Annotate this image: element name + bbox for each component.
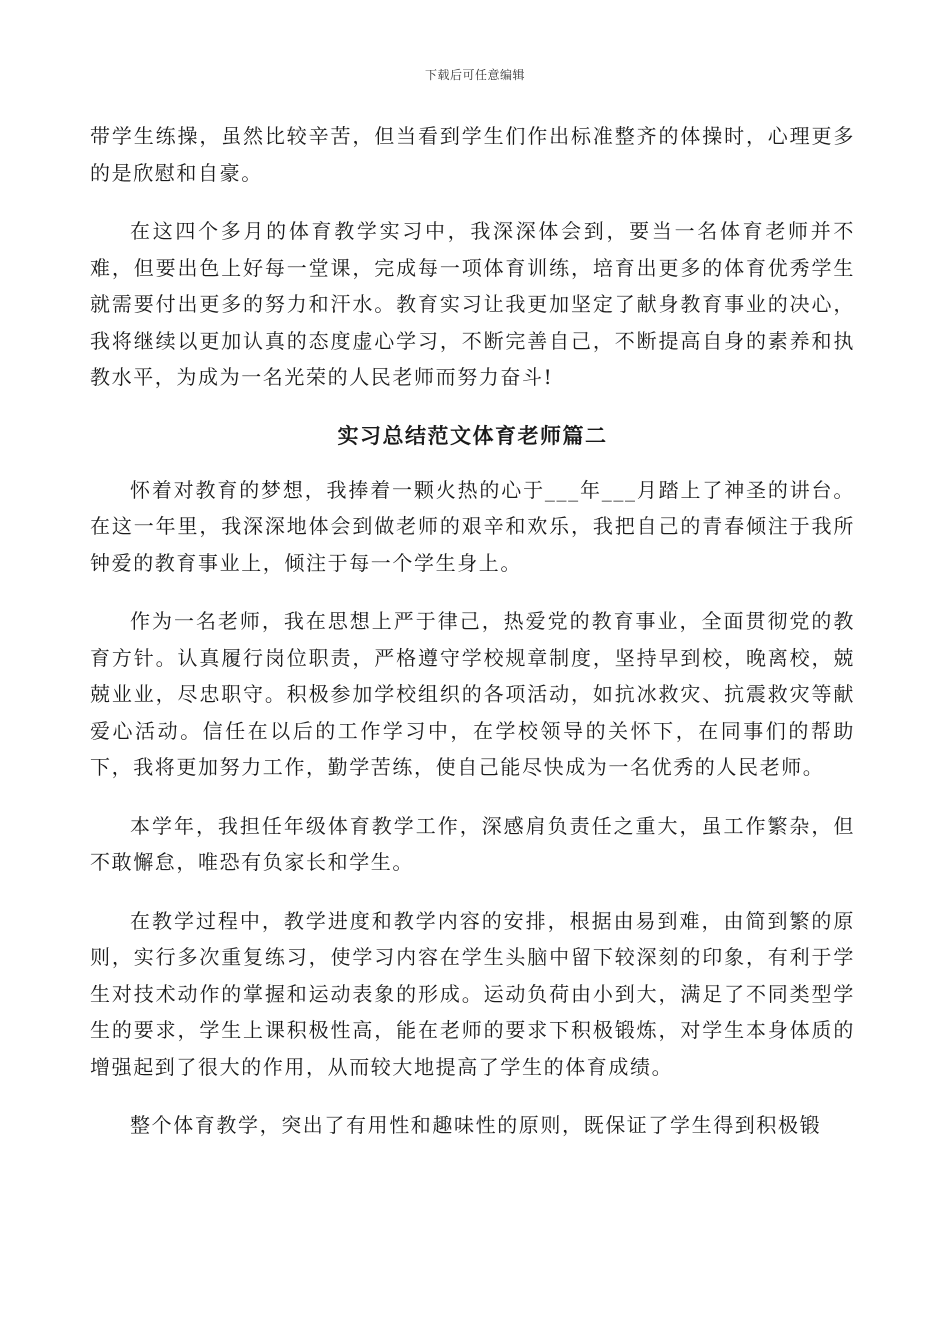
paragraph-continued: 带学生练操，虽然比较辛苦，但当看到学生们作出标准整齐的体操时，心理更多的是欣慰和自豪。 xyxy=(90,124,855,185)
paragraph: 怀着对教育的梦想，我捧着一颗火热的心于___年___月踏上了神圣的讲台。在这一年里，我深深地体会到做老师的艰辛和欢乐，我把自己的青春倾注于我所钟爱的教育事业上，倾注于每一个学生身上。 xyxy=(90,477,855,575)
paragraph: 作为一名老师，我在思想上严于律己，热爱党的教育事业，全面贯彻党的教育方针。认真履行岗位职责，严格遵守学校规章制度，坚持早到校，晚离校，兢兢业业，尽忠职守。积极参加学校组织的各项活动，如抗冰救灾、抗震救灾等献爱心活动。信任在以后的工作学习中，在学校领导的关怀下，在同事们的帮助下，我将更加努力工作，勤学苦练，使自己能尽快成为一名优秀的人民老师。 xyxy=(90,609,855,779)
section-title: 实习总结范文体育老师篇二 xyxy=(337,422,608,448)
paragraph: 在教学过程中，教学进度和教学内容的安排，根据由易到难，由简到繁的原则，实行多次重复练习，使学习内容在学生头脑中留下较深刻的印象，有利于学生对技术动作的掌握和运动表象的形成。运动负荷由小到大，满足了不同类型学生的要求，学生上课积极性高，能在老师的要求下积极锻炼，对学生本身体质的增强起到了很大的作用，从而较大地提高了学生的体育成绩。 xyxy=(90,908,855,1079)
paragraph-truncated: 整个体育教学，突出了有用性和趣味性的原则，既保证了学生得到积极锻 xyxy=(130,1113,822,1137)
paragraph: 本学年，我担任年级体育教学工作，深感肩负责任之重大，虽工作繁杂，但不敢懈怠，唯恐有负家长和学生。 xyxy=(90,813,855,874)
page-header-note: 下载后可任意编辑 xyxy=(424,68,525,82)
document-body xyxy=(90,118,855,1166)
paragraph: 在这四个多月的体育教学实习中，我深深体会到，要当一名体育老师并不难，但要出色上好每一堂课，完成每一项体育训练，培育出更多的体育优秀学生就需要付出更多的努力和汗水。教育实习让我更加坚定了献身教育事业的决心，我将继续以更加认真的态度虚心学习，不断完善自己，不断提高自身的素养和执教水平，为成为一名光荣的人民老师而努力奋斗! xyxy=(90,219,855,389)
